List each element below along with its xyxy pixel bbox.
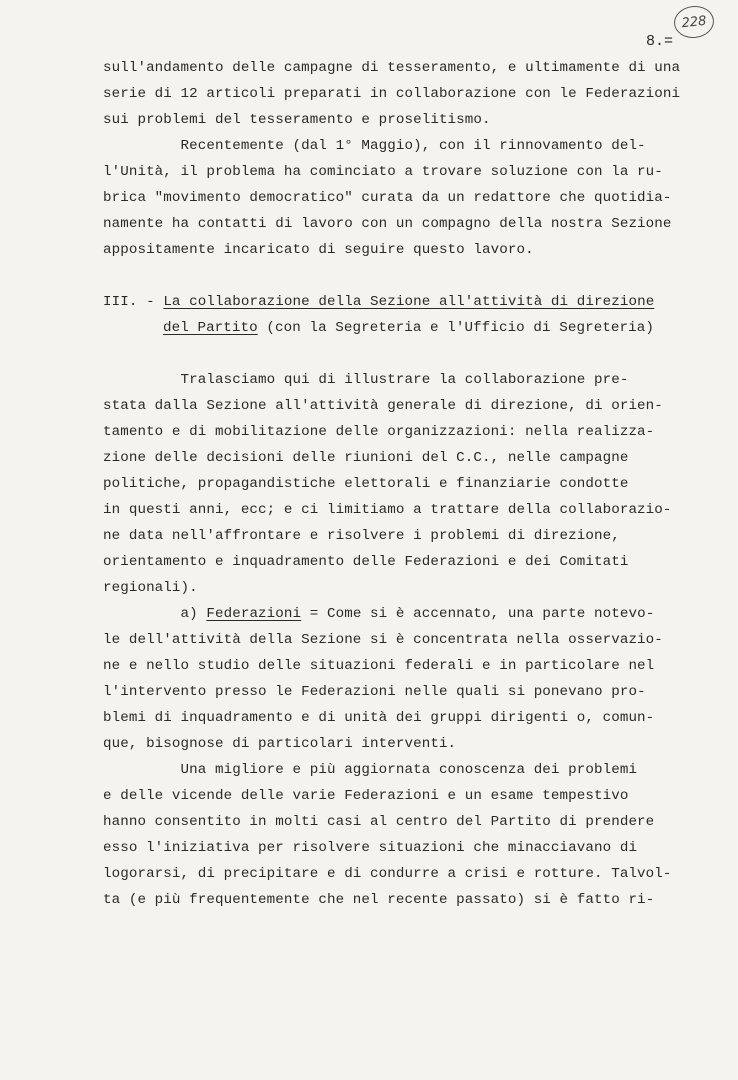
subsection-label: Federazioni: [206, 606, 302, 622]
text-line: appositamente incaricato di seguire questo lavoro.: [103, 242, 534, 258]
text-line: logorarsi, di precipitare e di condurre a crisi e rotture. Talvol-: [103, 866, 672, 882]
text-line: Una migliore e più aggiornata conoscenza dei problemi: [103, 762, 638, 778]
text-line: Recentemente (dal 1° Maggio), con il rinnovamento del-: [103, 138, 646, 154]
text-line: l'intervento presso le Federazioni nelle quali si ponevano pro-: [103, 684, 646, 700]
section-subtitle: (con la Segreteria e l'Ufficio di Segreteria): [257, 320, 655, 336]
subsection-prefix: a): [103, 606, 207, 622]
section-title: La collaborazione della Sezione all'attività di direzione: [163, 294, 655, 310]
text-line: zione delle decisioni delle riunioni del C.C., nelle campagne: [103, 450, 629, 466]
text-line: que, bisognose di particolari interventi.: [103, 736, 457, 752]
text-line: regionali).: [103, 580, 198, 596]
section-title-cont: del Partito: [163, 320, 258, 336]
text-line: politiche, propagandistiche elettorali e finanziarie condotte: [103, 476, 629, 492]
page-number: 8.=: [646, 33, 674, 50]
text-line: esso l'iniziativa per risolvere situazioni che minacciavano di: [103, 840, 638, 856]
text-line: e delle vicende delle varie Federazioni e un esame tempestivo: [103, 788, 629, 804]
text-line: brica "movimento democratico" curata da un redattore che quotidia-: [103, 190, 672, 206]
text-line: orientamento e inquadramento delle Federazioni e dei Comitati: [103, 554, 629, 570]
text-line: ne e nello studio delle situazioni federali e in particolare nel: [103, 658, 655, 674]
subsection-text: = Come si è accennato, una parte notevo-: [301, 606, 655, 622]
text-line: namente ha contatti di lavoro con un compagno della nostra Sezione: [103, 216, 672, 232]
text-line: ta (e più frequentemente che nel recente passato) si è fatto ri-: [103, 892, 655, 908]
stamp-number: 228: [680, 13, 708, 31]
text-line: in questi anni, ecc; e ci limitiamo a trattare della collaborazio-: [103, 502, 672, 518]
text-line: tamento e di mobilitazione delle organizzazioni: nella realizza-: [103, 424, 655, 440]
text-line: hanno consentito in molti casi al centro del Partito di prendere: [103, 814, 655, 830]
text-line: sui problemi del tesseramento e proselitismo.: [103, 112, 491, 128]
subsection-line: [103, 606, 654, 622]
text-line: stata dalla Sezione all'attività generale di direzione, di orien-: [103, 398, 663, 414]
text-line: Tralasciamo qui di illustrare la collaborazione pre-: [103, 372, 629, 388]
archive-stamp: [672, 4, 715, 40]
text-line: blemi di inquadramento e di unità dei gruppi dirigenti o, comun-: [103, 710, 655, 726]
section-heading-line-1: [103, 294, 654, 310]
text-line: serie di 12 articoli preparati in collaborazione con le Federazioni: [103, 86, 681, 102]
text-line: sull'andamento delle campagne di tesseramento, e ultimamente di una: [103, 60, 681, 76]
text-line: l'Unità, il problema ha cominciato a trovare soluzione con la ru-: [103, 164, 663, 180]
section-number: III. -: [103, 294, 164, 310]
text-line: le dell'attività della Sezione si è concentrata nella osservazio-: [103, 632, 663, 648]
section-heading-line-2: [163, 320, 654, 336]
text-line: ne data nell'affrontare e risolvere i problemi di direzione,: [103, 528, 620, 544]
